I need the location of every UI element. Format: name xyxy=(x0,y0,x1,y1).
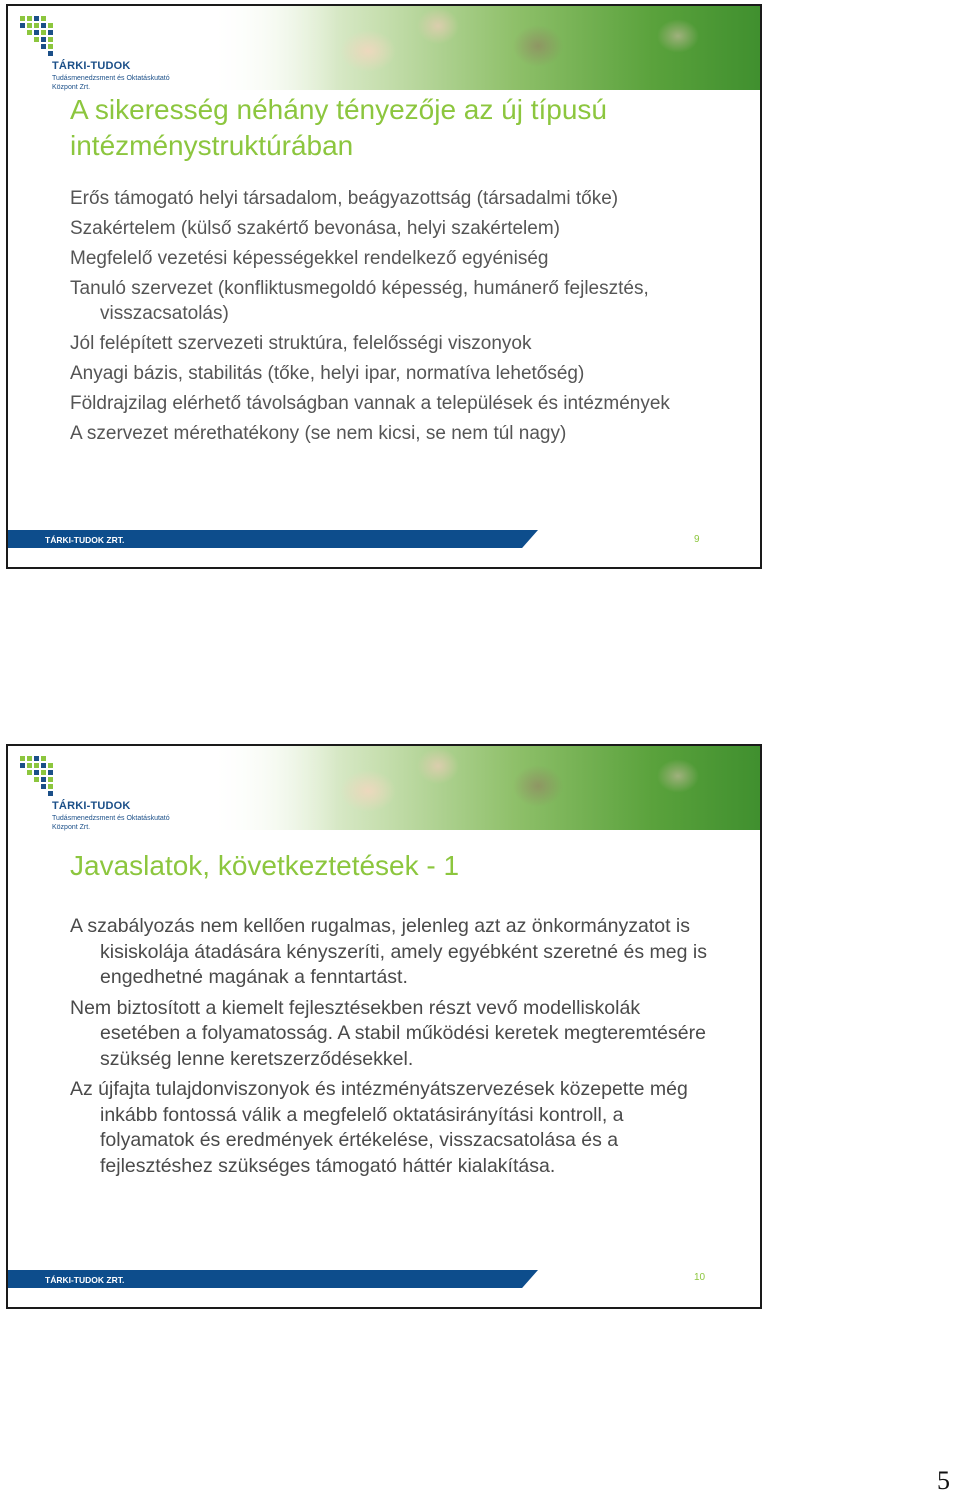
slide-title: Javaslatok, következtetések - 1 xyxy=(70,850,460,881)
list-item: Tanuló szervezet (konfliktusmegoldó képesség, humánerő fejlesztés, visszacsatolás) xyxy=(70,278,649,324)
logo-subtitle: Tudásmenedzsment és Oktatáskutató Központ Zrt. xyxy=(52,75,170,91)
sheet-page-number: 5 xyxy=(937,1466,950,1495)
tarki-tudok-logo xyxy=(20,16,170,94)
classroom-photo-banner xyxy=(208,746,762,830)
slide-page-number: 10 xyxy=(694,1272,706,1283)
list-item: A szervezet mérethatékony (se nem kicsi, se nem túl nagy) xyxy=(70,423,567,444)
slide-title: A sikeresség néhány tényezője az új típusú intézménystruktúrában xyxy=(70,94,608,161)
list-item: Jól felépített szervezeti struktúra, felelősségi viszonyok xyxy=(70,333,532,354)
footer-company: TÁRKI-TUDOK ZRT. xyxy=(45,535,125,545)
logo-grid-icon xyxy=(20,16,60,60)
classroom-photo-banner xyxy=(208,6,762,90)
bullet-list xyxy=(70,914,720,1184)
list-item: Megfelelő vezetési képességekkel rendelkező egyéniség xyxy=(70,248,549,269)
footer-company: TÁRKI-TUDOK ZRT. xyxy=(45,1275,125,1285)
slide-9 xyxy=(6,4,762,569)
list-item: Anyagi bázis, stabilitás (tőke, helyi ipar, normatíva lehetőség) xyxy=(70,363,585,384)
bullet-list xyxy=(70,186,720,451)
list-item: Nem biztosított a kiemelt fejlesztésekben részt vevő modelliskolák esetében a folyamatosság. A stabil működési keretek megteremtésére szükség lenne keretszerződésekkel. xyxy=(70,996,706,1070)
list-item: Szakértelem (külső szakértő bevonása, helyi szakértelem) xyxy=(70,218,560,239)
list-item: Földrajzilag elérhető távolságban vannak a települések és intézmények xyxy=(70,393,670,414)
logo-name: TÁRKI-TUDOK xyxy=(52,60,131,72)
tarki-tudok-logo xyxy=(20,756,170,834)
slide-10 xyxy=(6,744,762,1309)
list-item: Az újfajta tulajdonviszonyok és intézményátszervezések közepette még inkább fontossá válik a megfelelő oktatásirányítási kontroll, a folyamatok és eredmények értékelése, visszacsatolása és a fejlesztéshez szükséges támogató háttér kialakítása. xyxy=(70,1078,688,1177)
logo-subtitle: Tudásmenedzsment és Oktatáskutató Központ Zrt. xyxy=(52,815,170,831)
list-item: A szabályozás nem kellően rugalmas, jelenleg azt az önkormányzatot is kisiskolája átadására kényszeríti, amely egyébként szeretné és meg is engedhetné magának a fenntartást. xyxy=(70,915,707,988)
logo-name: TÁRKI-TUDOK xyxy=(52,800,131,812)
slide-page-number: 9 xyxy=(694,534,700,545)
list-item: Erős támogató helyi társadalom, beágyazottság (társadalmi tőke) xyxy=(70,188,619,209)
logo-grid-icon xyxy=(20,756,60,800)
